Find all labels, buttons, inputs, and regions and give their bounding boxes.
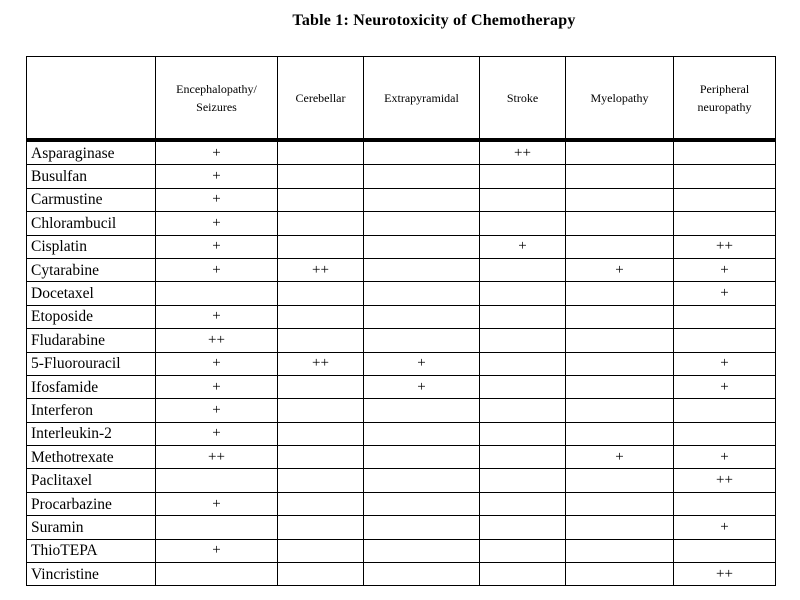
table-row [27,212,776,235]
toxicity-cell [480,563,566,586]
toxicity-cell [364,516,480,539]
drug-name-cell: Ifosfamide [27,375,156,398]
toxicity-cell [480,305,566,328]
table-row [27,446,776,469]
drug-name-cell: Carmustine [27,188,156,211]
toxicity-cell [364,188,480,211]
toxicity-cell [278,212,364,235]
table-row [27,188,776,211]
drug-name-cell: Cytarabine [27,258,156,281]
table-row [27,258,776,281]
toxicity-cell [364,165,480,188]
column-header [27,57,156,141]
toxicity-cell [364,212,480,235]
toxicity-cell [566,539,674,562]
drug-name-cell: Asparaginase [27,140,156,165]
table-title: Table 1: Neurotoxicity of Chemotherapy [292,12,576,29]
toxicity-cell [480,492,566,515]
toxicity-cell [364,235,480,258]
toxicity-cell: + [156,399,278,422]
toxicity-cell [566,352,674,375]
toxicity-cell [364,539,480,562]
drug-name-cell: Paclitaxel [27,469,156,492]
table-row [27,399,776,422]
drug-name-cell: Methotrexate [27,446,156,469]
toxicity-cell: ++ [278,352,364,375]
toxicity-cell: + [156,492,278,515]
table-row [27,422,776,445]
toxicity-cell [278,329,364,352]
toxicity-cell: ++ [674,469,776,492]
toxicity-cell: + [156,305,278,328]
toxicity-cell [364,422,480,445]
toxicity-cell [566,165,674,188]
toxicity-cell [566,516,674,539]
toxicity-cell [278,516,364,539]
toxicity-cell: + [156,140,278,165]
toxicity-cell [480,446,566,469]
toxicity-cell [278,563,364,586]
toxicity-cell [674,329,776,352]
toxicity-cell [480,539,566,562]
table-row [27,235,776,258]
toxicity-cell [566,469,674,492]
toxicity-cell [364,446,480,469]
toxicity-cell [566,305,674,328]
toxicity-cell: + [156,539,278,562]
toxicity-cell [480,375,566,398]
toxicity-cell [480,282,566,305]
toxicity-cell: ++ [674,563,776,586]
toxicity-cell [278,539,364,562]
toxicity-cell [480,212,566,235]
drug-name-cell: Etoposide [27,305,156,328]
column-header: Peripheral neuropathy [674,57,776,141]
column-header: Encephalopathy/ Seizures [156,57,278,141]
toxicity-cell [566,492,674,515]
toxicity-cell [278,422,364,445]
toxicity-cell: ++ [156,446,278,469]
toxicity-cell [674,188,776,211]
toxicity-cell: + [156,258,278,281]
toxicity-cell [278,188,364,211]
toxicity-cell: + [566,258,674,281]
toxicity-cell [364,329,480,352]
toxicity-cell [480,165,566,188]
toxicity-cell [566,140,674,165]
toxicity-cell: + [156,188,278,211]
toxicity-cell [566,235,674,258]
drug-name-cell: Chlorambucil [27,212,156,235]
toxicity-cell [278,140,364,165]
toxicity-cell [364,282,480,305]
toxicity-cell [364,563,480,586]
toxicity-cell: + [156,212,278,235]
toxicity-cell [480,399,566,422]
toxicity-cell [674,140,776,165]
toxicity-cell [674,212,776,235]
table-row [27,539,776,562]
toxicity-cell [480,469,566,492]
column-header: Extrapyramidal [364,57,480,141]
toxicity-cell [674,165,776,188]
toxicity-cell: + [156,165,278,188]
toxicity-cell [480,329,566,352]
drug-name-cell: Interferon [27,399,156,422]
toxicity-cell [566,399,674,422]
drug-name-cell: Vincristine [27,563,156,586]
toxicity-cell [566,563,674,586]
toxicity-cell [278,165,364,188]
toxicity-cell: + [156,235,278,258]
toxicity-cell: + [480,235,566,258]
toxicity-cell [566,188,674,211]
toxicity-cell [674,399,776,422]
toxicity-cell [364,469,480,492]
column-header: Stroke [480,57,566,141]
column-header: Cerebellar [278,57,364,141]
toxicity-cell: ++ [156,329,278,352]
toxicity-cell: + [674,352,776,375]
toxicity-cell: + [674,282,776,305]
toxicity-cell [156,563,278,586]
toxicity-cell [566,375,674,398]
toxicity-cell [674,539,776,562]
drug-name-cell: ThioTEPA [27,539,156,562]
toxicity-cell [278,469,364,492]
toxicity-cell: + [674,375,776,398]
table-row [27,329,776,352]
toxicity-cell: + [364,352,480,375]
table-row [27,375,776,398]
drug-name-cell: 5-Fluorouracil [27,352,156,375]
toxicity-cell: + [674,446,776,469]
table-row [27,305,776,328]
toxicity-cell [566,212,674,235]
toxicity-cell [278,492,364,515]
toxicity-cell [364,492,480,515]
toxicity-cell [674,422,776,445]
drug-name-cell: Busulfan [27,165,156,188]
table-row [27,165,776,188]
toxicity-cell [480,422,566,445]
toxicity-cell [278,282,364,305]
toxicity-cell [278,399,364,422]
drug-name-cell: Cisplatin [27,235,156,258]
table-row [27,492,776,515]
toxicity-cell [278,446,364,469]
toxicity-cell [480,258,566,281]
toxicity-cell [156,282,278,305]
toxicity-cell [156,469,278,492]
column-header: Myelopathy [566,57,674,141]
toxicity-cell: + [156,352,278,375]
toxicity-cell: + [674,258,776,281]
toxicity-cell [566,329,674,352]
neurotoxicity-table [26,56,776,586]
table-row [27,140,776,165]
toxicity-cell [480,352,566,375]
toxicity-cell [364,140,480,165]
toxicity-cell [566,282,674,305]
toxicity-cell [364,258,480,281]
table-row [27,469,776,492]
toxicity-cell: + [674,516,776,539]
toxicity-cell [278,305,364,328]
toxicity-cell: ++ [278,258,364,281]
toxicity-cell: ++ [480,140,566,165]
toxicity-cell [566,422,674,445]
toxicity-cell [364,399,480,422]
toxicity-cell: + [566,446,674,469]
toxicity-cell [278,375,364,398]
header-row [27,57,776,141]
toxicity-cell [480,516,566,539]
toxicity-cell [674,305,776,328]
drug-name-cell: Procarbazine [27,492,156,515]
toxicity-cell [278,235,364,258]
toxicity-cell [674,492,776,515]
toxicity-cell: + [156,422,278,445]
drug-name-cell: Suramin [27,516,156,539]
toxicity-cell: ++ [674,235,776,258]
table-row [27,516,776,539]
toxicity-cell [156,516,278,539]
toxicity-cell: + [364,375,480,398]
toxicity-cell [480,188,566,211]
toxicity-cell [364,305,480,328]
drug-name-cell: Interleukin-2 [27,422,156,445]
toxicity-cell: + [156,375,278,398]
table-row [27,282,776,305]
drug-name-cell: Fludarabine [27,329,156,352]
drug-name-cell: Docetaxel [27,282,156,305]
table-row [27,563,776,586]
table-row [27,352,776,375]
